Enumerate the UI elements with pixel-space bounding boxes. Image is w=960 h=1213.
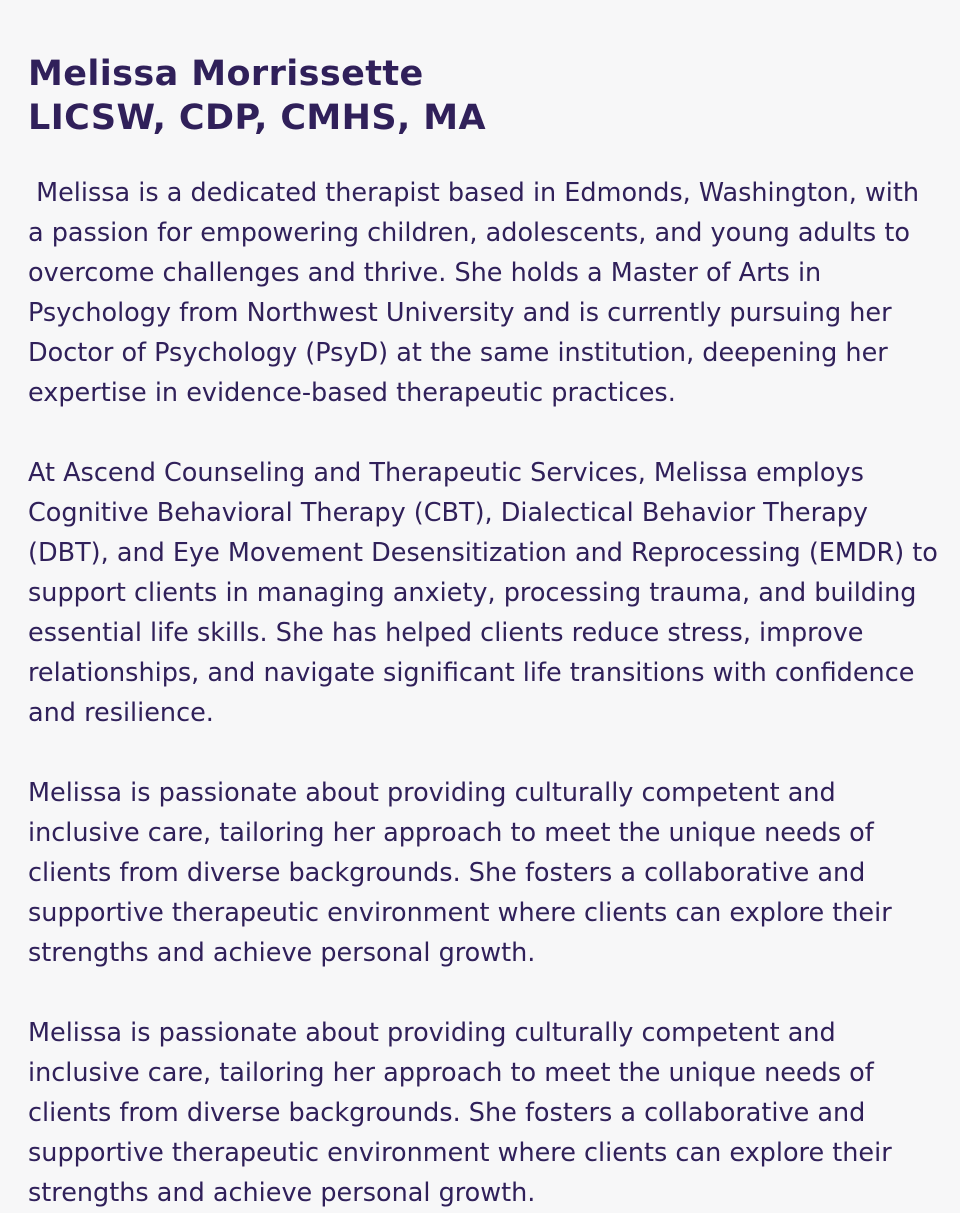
therapist-bio-card (28, 52, 946, 1213)
bio-paragraph-intro: Melissa is a dedicated therapist based in Edmonds, Washington, with a passion for empowering children, adolescents, and young adults to overcome challenges and thrive. She holds a Master of Arts in Psychology from Northwest University and is currently pursuing her Doctor of Psychology (PsyD) at the same institution, deepening her expertise in evidence-based therapeutic practices. (28, 178, 928, 408)
bio-paragraph-inclusive-care: Melissa is passionate about providing culturally competent and inclusive care, tailoring her approach to meet the unique needs of clients from diverse backgrounds. She fosters a collaborative and supportive therapeutic environment where clients can explore their strengths and achieve personal growth. (28, 778, 900, 968)
therapist-name: Melissa Morrissette (28, 54, 424, 94)
bio-body (28, 173, 946, 1213)
bio-paragraph-inclusive-care-repeat: Melissa is passionate about providing culturally competent and inclusive care, tailoring her approach to meet the unique needs of clients from diverse backgrounds. She fosters a collaborative and supportive therapeutic environment where clients can explore their strengths and achieve personal growth. (28, 1018, 900, 1208)
bio-header (28, 52, 938, 140)
therapist-credentials: LICSW, CDP, CMHS, MA (28, 98, 486, 138)
bio-paragraph-methods: At Ascend Counseling and Therapeutic Services, Melissa employs Cognitive Behavioral Therapy (CBT), Dialectical Behavior Therapy (DBT), and Eye Movement Desensitization and Reprocessing (EMDR) to support clients in managing anxiety, processing trauma, and building essential life skills. She has helped clients reduce stress, improve relationships, and navigate significant life transitions with confidence and resilience. (28, 458, 946, 728)
